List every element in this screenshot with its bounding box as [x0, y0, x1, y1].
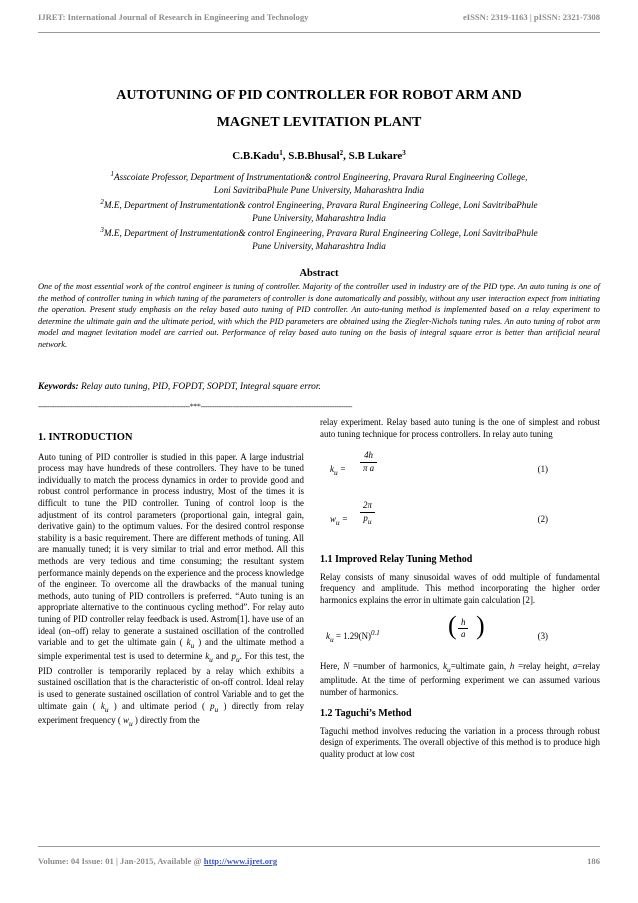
eq1-denominator: π a — [360, 462, 377, 475]
keywords-label: Keywords: — [38, 382, 79, 392]
eq2-numerator: 2π — [363, 500, 372, 511]
abstract-heading: Abstract — [299, 268, 339, 279]
aff-3-sup: 3 — [100, 226, 104, 234]
eq3-number: (3) — [537, 630, 548, 641]
subsection-heading-1-2: 1.2 Taguchi’s Method — [320, 708, 412, 720]
symbol-ku: $k_u$ — [186, 637, 195, 650]
author-2: S.B.Bhusal — [288, 150, 340, 162]
symbol-ku-2: $k_u$ — [205, 651, 213, 665]
author-1: C.B.Kadu — [232, 150, 280, 162]
paper-title — [38, 82, 600, 136]
intro-text-4: . For this test, the PID controller is temporarily replaced by a relay which exhibits a sustained oscillation that is the characteristic of on-off control. Ideal relay is used to generate sustained oscillation of control Variable and to get the ultimate gain ( — [38, 651, 305, 711]
affiliation-1 — [38, 171, 600, 197]
eq1-numerator: 4h — [364, 450, 373, 461]
issn: eISSN: 2319-1163 | pISSN: 2321-7308 — [462, 12, 600, 22]
subsection-heading-1-1: 1.1 Improved Relay Tuning Method — [320, 554, 473, 566]
intro-text-7: ) directly from the — [134, 715, 200, 725]
symbol-pu: $p_u$ — [231, 651, 240, 665]
title-line-2: MAGNET LEVITATION PLANT — [216, 115, 422, 130]
eq1-number: (1) — [537, 464, 548, 475]
left-column — [38, 432, 304, 729]
eq2-fraction — [360, 500, 375, 527]
intro-text-2: ) and the ultimate method a simple experimental test is used to determine — [38, 637, 305, 662]
journal-link[interactable]: http://www.ijret.org — [203, 856, 278, 866]
symbol-ku-4: $k_u$ — [443, 660, 451, 674]
equation-2 — [320, 500, 600, 544]
author-1-sup: 1 — [279, 149, 283, 157]
keywords — [38, 382, 600, 392]
eq3-paren-close: ) — [476, 610, 485, 640]
author-3: S.B Lukare — [348, 150, 403, 162]
section-heading-introduction: 1. INTRODUCTION — [38, 432, 133, 443]
symbol-h: h — [509, 660, 515, 671]
title-line-1: AUTOTUNING OF PID CONTROLLER FOR ROBOT ARM AND — [116, 88, 522, 103]
keywords-text: Relay auto tuning, PID, FOPDT, SOPDT, Integral square error. — [80, 382, 321, 392]
footer-rule — [38, 846, 600, 847]
aff-3-line-1: M.E, Department of Instrumentation& control Engineering, Pravara Rural Engineering College, Loni SavitribaPhule — [103, 228, 538, 238]
aff-1-line-2: Loni SavitribaPhule Pune University, Maharashtra India — [213, 185, 425, 195]
affiliation-2 — [38, 199, 600, 225]
symbol-ku-3: $k_u$ — [100, 700, 109, 714]
eq3-paren-open: ( — [448, 610, 457, 640]
aff-2-sup: 2 — [100, 198, 104, 206]
author-list: C.B.Kadu$^1$, S.B.Bhusal$^2$, S.B Lukare$^3$ — [232, 149, 406, 162]
eq3-denominator: a — [458, 628, 468, 641]
equation-1 — [320, 450, 600, 494]
symbol-wu: $w_u$ — [123, 715, 133, 728]
eq3-lhs: $k_u = 1.29(N)^{0.1}$ — [326, 628, 380, 644]
relay-paragraph: relay experiment. Relay based auto tuning is the one of simplest and robust auto tuning technique for process controllers. In relay auto tuning — [320, 417, 600, 439]
author-2-sup: 2 — [339, 149, 344, 157]
aff-3-line-2: Pune University, Maharashtra India — [252, 241, 386, 251]
intro-text-5: ) and ultimate period ( — [113, 700, 205, 711]
harmonics-paragraph: Here, N =number of harmonics, $k_u=ultimate$ gain, h =relay height, a=relay amplitude. At the time of performing experiment we can assumed various number of harmonics. — [320, 660, 601, 697]
author-3-sup: 3 — [402, 149, 406, 157]
footer-volume: Volume: 04 Issue: 01 | Jan-2015, Available @ http://www.ijret.org — [38, 856, 278, 866]
journal-name: IJRET: International Journal of Research in Engineering and Technology — [38, 12, 309, 22]
improved-relay-paragraph: Relay consists of many sinusoidal waves of odd multiple of fundamental frequency and amplitude. This method incorporating the higher order harmonics explains the error in ultimate gain calculation [2]. — [320, 571, 600, 605]
symbol-a: a — [572, 660, 578, 671]
symbol-pu-2: $p_u$ — [210, 700, 219, 714]
eq2-denominator: $p_u$ — [360, 512, 374, 527]
aff-1-line-1: Asscoiate Professor, Department of Instrumentation& control Engineering, Pravara Rural Engineering College, — [114, 172, 528, 182]
intro-text-3: and — [215, 651, 229, 662]
intro-text-1: Auto tuning of PID controller is studied in this paper. A large industrial process may have hundreds of these controllers. They have to be tuned individually to match the process dynamics in order to provide good and robust control performance in process industry, Most of the times it is difficult to tune the PID controller. Tuning of control loop is the adjustment of its control parameters (proportional gain, integral gain, derivative gain) to the optimum values. For the desired control response stability is a basic requirement. There are different methods of tuning. All are manually tuned; it is very similar to trial and error method. All this methods are very tedious and time consuming; the resultant system performance mainly depends on the experience and the process knowledge of the engineer. To overcome all the drawbacks of the manual tuning methods, auto tuning of PID controllers is preferred. “Auto tuning is an appropriate alternative to the continuous cycling method”. For relay auto tuning of PID controller relay feedback is used. Astrom[1]. have use of an ideal (on–off) relay to generate a sustained oscillation of the controlled variable and to get the ultimate gain ( — [38, 451, 304, 648]
symbol-N: N — [343, 660, 350, 671]
eq2-lhs: $w_u$ = — [330, 514, 348, 527]
eq3-numerator: h — [461, 616, 466, 627]
running-header — [38, 12, 600, 22]
section-separator: -------------------------------------------------------------------***------------------------------------------------------------------- — [38, 402, 353, 411]
eq1-lhs: $k_u$ = — [330, 464, 346, 477]
header-rule — [38, 32, 600, 33]
right-column — [320, 417, 600, 761]
intro-text-6: ) directly from relay experiment frequency ( — [38, 700, 305, 725]
running-footer — [38, 856, 600, 866]
abstract-text: One of the most essential work of the control engineer is tuning of controller. Majority of the controller used in industry are of the PID type. An auto tuning is one of the method of controller tuning in which tuning of the parameters of controller is done automatically and possibly, without any user interaction expect from initiating the operation. Present study emphasis on the relay based auto tuning of PID controller. An auto-tuning method is implemented based on a relay experiment to determine the ultimate gain and the ultimate period, with which the PID parameters are obtained using the Ziegler-Nichols tuning rules. An auto tuning of robot arm model and magnet levitation model are carried out. Performance of relay based auto tuning on the basis of integral square error is better than artificial neural network. — [38, 282, 600, 349]
affiliation-3 — [38, 227, 600, 253]
eq1-fraction — [360, 450, 377, 474]
eq2-number: (2) — [537, 514, 548, 525]
aff-2-line-1: M.E, Department of Instrumentation& control Engineering, Pravara Rural Engineering College, Loni SavitribaPhule — [103, 200, 538, 210]
intro-paragraph — [38, 452, 304, 730]
eq3-fraction — [458, 617, 468, 641]
page-number: 186 — [587, 856, 600, 866]
equation-3 — [320, 610, 600, 661]
aff-1-sup: 1 — [110, 170, 114, 178]
taguchi-paragraph: Taguchi method involves reducing the variation in a process through robust design of experiments. The overall objective of this method is to produce high quality product at low cost — [320, 725, 600, 759]
aff-2-line-2: Pune University, Maharashtra India — [252, 213, 386, 223]
